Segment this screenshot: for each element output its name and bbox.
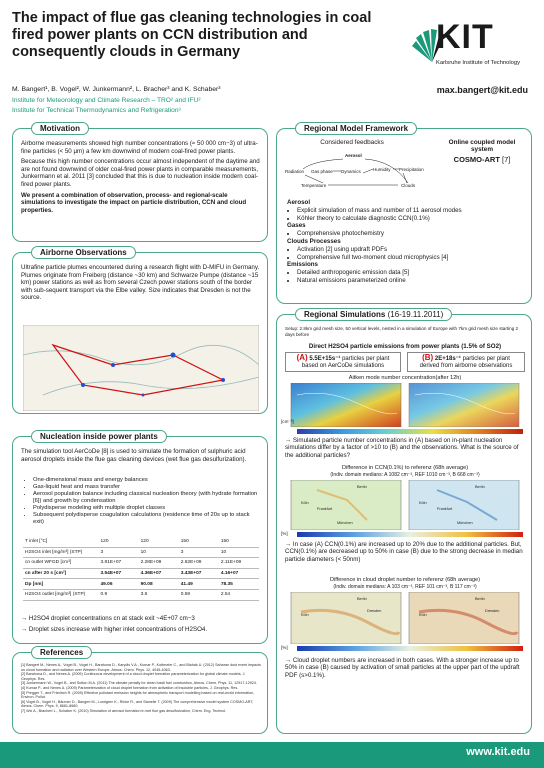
airborne-title: Airborne Observations	[31, 246, 136, 259]
simulation-result-2: → In case (A) CCN(0.1%) are increased up to 20% due to the additional particles. But, CCN(0.1%) are decreased up to 50% in case (B) due to the strong decrease in median particle diameters (< 50nm)	[285, 541, 523, 563]
airborne-panel	[12, 248, 268, 414]
references-list	[21, 663, 261, 714]
footer-url[interactable]: www.kit.edu	[466, 746, 530, 758]
table-row	[23, 579, 259, 590]
table-cell: 150	[180, 539, 189, 545]
table-cell: 0.9	[100, 592, 108, 598]
direct-emission-heading: Direct H2SO4 particle emissions from power plants (1.5% of SO2)	[308, 343, 502, 350]
reference-item: [4] Kumar P., and Nenes A. (2009) Parameterization of cloud droplet formation from activation of insoluble particles, J. Geophys. Res.	[21, 685, 239, 690]
section-item: • Comprehensive full two-moment cloud microphysics [4]	[297, 254, 527, 262]
table-cell: 2.54	[220, 592, 231, 598]
svg-text:Köln: Köln	[419, 613, 427, 617]
table-cell: H2SO4 outlet [mg/m³] (STP)	[25, 592, 86, 598]
authors: M. Bangert¹, B. Vogel², W. Junkermann², L. Bracher³ and K. Schaber³	[12, 86, 221, 93]
svg-text:Berlin: Berlin	[475, 485, 485, 489]
table-cell: 3.43E+07	[180, 571, 202, 577]
table-cell: 3.54E+07	[100, 571, 122, 577]
kit-logo-subtitle: Karlsruhe Institute of Technology	[436, 60, 520, 66]
motivation-paragraph-3: We present a combination of observation, process- and regional-scale simulations to investigate the impact on particle distribution, CCN and cloud properties.	[21, 191, 247, 214]
colorbar-2	[297, 532, 523, 537]
table-cell: 41.49	[180, 581, 193, 587]
svg-text:Berlin: Berlin	[357, 485, 367, 489]
table-cell: cn after 20 s [cm³]	[25, 571, 67, 577]
references-title: References	[31, 646, 92, 659]
section-head: Aerosol	[287, 199, 311, 206]
table-cell: 2.28E+09	[140, 560, 162, 566]
reference-item: [5] Pregger T., and Friedrich R. (2009) Effective pollutant emission heights for atmospheric transport modelling based on real-world information, Environ. Pollut.	[21, 690, 255, 700]
nucleation-bullet: • Subsequent polydisperse coagulation calculations (residence time of 20s up to stack exit)	[33, 512, 259, 526]
table-cell: 49.06	[100, 581, 113, 587]
simulations-panel	[276, 310, 532, 734]
node-precip: Precipitation	[399, 167, 424, 172]
table-cell: Dp [nm]	[25, 581, 44, 587]
section-head: Clouds Processes	[287, 237, 341, 245]
colorbar-3	[297, 646, 523, 651]
nucleation-bullets	[23, 477, 259, 526]
kit-logo-word: KIT	[436, 18, 494, 56]
table-cell: 78.35	[220, 581, 233, 587]
setup-text: Setup: 2.8km grid mesh size, 50 vertical levels, nested in a simulation of Europe with 7km grid mesh size starting 2 days before	[285, 326, 519, 337]
simulation-result-3: → Cloud droplet numbers are increased in both cases. With a stronger increase up to 50% in case (B) caused by activation of small particles at the upper part of the updraft PDF (s>0.1%).	[285, 657, 520, 679]
nucleation-bullet: • Polydisperse modeling with multiple droplet classes	[33, 505, 259, 512]
framework-details	[287, 199, 527, 285]
map3-subtitle: (Indiv. domain medians: A 103 cm⁻³, REF 101 cm⁻³, B 117 cm⁻³)	[333, 584, 477, 590]
table-cell: H2SO4 inlet [mg/m³] (STP)	[25, 549, 83, 555]
contact-email[interactable]: max.bangert@kit.edu	[436, 85, 528, 95]
svg-text:Dresden: Dresden	[367, 609, 382, 613]
poster-title: The impact of flue gas cleaning technologies in coal fired power plants on CCN distribution and consequently clouds in Germany	[12, 10, 372, 60]
section-head: Gases	[287, 222, 306, 230]
svg-text:Berlin: Berlin	[357, 597, 367, 601]
institution-line-2: Institute for Technical Thermodynamics and Refrigeration³	[12, 107, 181, 114]
framework-title: Regional Model Framework	[295, 122, 417, 135]
nucleation-title: Nucleation inside power plants	[31, 430, 167, 443]
reference-item: [6] Vogel B., Vogel H., Bäumer D., Bangert M., Lundgren K., Rinke R., and Stanelle T. (2009) The comprehensive model system COSMO-ART, Atmos. Chem. Phys. 9, 8661-8680.	[21, 699, 254, 709]
svg-text:Köln: Köln	[301, 613, 309, 617]
svg-text:Berlin: Berlin	[475, 597, 485, 601]
unit-label: [%]	[281, 531, 288, 536]
motivation-paragraph-1: Airborne measurements showed high number concentrations (≈ 50 000 cm−3) of ultra-fine particles (< 50 µm) a few km downwind of modern coal-fired power plants.	[21, 140, 258, 155]
motivation-paragraph-2: Because this high number concentrations occur almost independent of the daytime and are not found downwind of older coal-fired power plants in comparable measurements, Junkermann et al. 2011 [3] concluded that this is due to nucleation inside modern coal-fired power plants.	[21, 158, 260, 188]
table-cell: 10	[220, 549, 227, 555]
model-name: COSMO-ART	[453, 155, 500, 164]
nucleation-result-2: → Droplet sizes increase with higher inlet concentrations of H2SO4.	[21, 625, 208, 633]
table-row	[23, 568, 259, 579]
node-temp: Temperature	[301, 183, 327, 188]
svg-text:Frankfurt: Frankfurt	[317, 507, 333, 511]
table-cell: 90.08	[140, 581, 153, 587]
reference-item: [2] Barahona D., and Nenes A. (2009) Continuous development of a cloud droplet formation parameterization for global climate models, J. Geophys. Res.	[21, 672, 246, 681]
footer-bar	[0, 742, 544, 768]
map1-title: Aitken mode number concentration(after 12h)	[348, 375, 462, 381]
case-b-box: (B) 2E+18s⁻¹ particles per plant derived from airborne observations	[407, 352, 525, 372]
svg-text:München: München	[457, 521, 473, 525]
node-gas: Gas phase	[311, 169, 333, 174]
table-cell: 0.59	[180, 592, 191, 598]
svg-text:Frankfurt: Frankfurt	[437, 507, 453, 511]
node-dynamics: Dynamics	[341, 169, 361, 174]
table-row	[23, 558, 259, 569]
node-radiation: Radiation	[285, 169, 305, 174]
nucleation-bullet: • Gas-liquid heat and mass transfer	[33, 484, 259, 491]
table-cell: 4.36E+07	[140, 571, 162, 577]
table-cell: 3	[100, 549, 104, 555]
table-cell: 120	[100, 539, 109, 545]
svg-text:Dresden: Dresden	[485, 609, 500, 613]
case-a-box: (A) 5.5E+15s⁻¹ particles per plant based on AerCoDe simulations	[285, 352, 401, 372]
colorbar-1	[297, 429, 523, 434]
section-item: • Activation [2] using updraft PDFs	[297, 246, 527, 254]
airborne-paragraph: Ultrafine particle plumes encountered during a research flight with D-MIFU in Germany. Plumes originate from Freiberg (distance ~30 km) and Schwarze Pumpe (distance ~15 km) power stations as well as from several Czech power stations south of the border with sub-sequent transport via the Elbe valley. Size indicates that Dresden is not the source.	[21, 264, 260, 302]
section-item: • Detailed anthropogenic emission data [5]	[297, 269, 527, 277]
table-cell: 3	[180, 549, 184, 555]
flight-map-image	[23, 325, 259, 411]
table-row	[23, 547, 259, 558]
map2-subtitle: (Indiv. domain medians: A 1082 cm⁻³, REF 1010 cm⁻³, B 668 cm⁻³)	[330, 472, 480, 478]
table-cell: 3.81E+07	[100, 560, 122, 566]
nucleation-panel	[12, 432, 268, 644]
feedback-diagram	[283, 147, 433, 197]
unit-label: [cm⁻³]	[281, 419, 294, 424]
svg-text:München: München	[337, 521, 353, 525]
unit-label: [%]	[281, 645, 288, 650]
node-humidity: Humidity	[373, 167, 391, 172]
nucleation-result-1: → H2SO4 droplet concentrations cn at stack exit ~4E+07 cm−3	[21, 615, 195, 622]
nucleation-bullet: • Aerosol population balance including classical nucleation theory (with hydrate formation [6]) and growth by condensation	[33, 491, 259, 505]
references-panel	[12, 648, 268, 734]
map2-title: Difference in CCN(0.1%) to referenz (68h average)	[341, 465, 469, 471]
section-head: Emissions	[287, 261, 318, 269]
svg-text:Köln: Köln	[301, 501, 309, 505]
node-clouds: Clouds	[401, 183, 416, 188]
motivation-panel	[12, 124, 268, 242]
reference-item: [7] Wix A., Brachert L., Schaber K. (2010) Simulation of aerosol formation in wet flue gas desulfurization, Chem. Eng. Technol.	[21, 708, 227, 713]
table-cell: T inlet [°C]	[25, 539, 48, 545]
section-item: • Explicit simulation of mass and number of 11 aerosol modes	[297, 207, 527, 215]
framework-panel	[276, 124, 532, 304]
nucleation-bullet: • One-dimensional mass and energy balances	[33, 477, 259, 484]
ccn-maps-image	[287, 480, 523, 530]
svg-text:Köln: Köln	[419, 501, 427, 505]
table-cell: 2.11E+09	[220, 560, 242, 566]
table-row	[23, 537, 259, 547]
nucleation-table	[23, 537, 259, 601]
table-cell: 2.62E+09	[180, 560, 202, 566]
table-cell: 150	[220, 539, 229, 545]
institution-line-1: Institute for Meteorology and Climate Research – TRO² and IFU²	[12, 97, 201, 104]
motivation-title: Motivation	[31, 122, 89, 135]
aitken-maps-image	[287, 383, 523, 427]
table-row	[23, 589, 259, 600]
reference-item: [1] Bangert M., Nenes A., Vogel B., Vogel H., Barahona D., Karydis V.A., Kumar P., Kottmeier C., and Blahak U. (2012) Saharan dust event impacts on cloud formation and radiation over Western Europe, Atmos. Chem. Phys. 12, 4045-4063.	[21, 663, 261, 672]
reference-item: [3] Junkermann W., Vogel B., and Sutton M.A. (2011) The climate penalty for clean fossil fuel combustion, Atmos. Chem. Phys. 11, 12917-12924.	[21, 681, 257, 686]
nucleation-paragraph: The simulation tool AerCoDe [8] is used to simulate the formation of sulphuric acid aerosol droplets inside the flue gas cleaning devices (wet flue gas desulfurization).	[21, 448, 247, 463]
map3-title: Difference in cloud droplet number to referenz (68h average)	[329, 577, 481, 583]
table-cell: 10	[140, 549, 146, 555]
model-ref: [7]	[502, 155, 511, 164]
section-item: • Köhler theory to calculate diagnostic CCN(0.1%)	[297, 215, 527, 223]
cloud-droplet-maps-image	[287, 592, 523, 644]
section-item: • Natural emissions parameterized online	[297, 277, 527, 285]
simulation-result-1: → Simulated particle number concentrations in (A) based on in-plant nucleation simulations differ by a factor of >10 to (B) and the observations. What is the source of the additional particles?	[285, 437, 519, 459]
node-aerosol: Aerosol	[345, 153, 362, 158]
table-cell: 3.6	[140, 592, 148, 598]
simulations-title: Regional Simulations (16-19.11.2011)	[295, 308, 452, 321]
table-cell: 120	[140, 539, 149, 545]
table-cell: 4.16+07	[220, 571, 239, 577]
feedback-diagram-label: Considered feedbacks	[320, 139, 384, 146]
section-item: • Comprehensive photochemistry	[297, 230, 527, 238]
table-cell: cn outlet WFGD [cm³]	[25, 560, 72, 566]
online-coupled-label: Online coupled model system	[448, 139, 516, 153]
